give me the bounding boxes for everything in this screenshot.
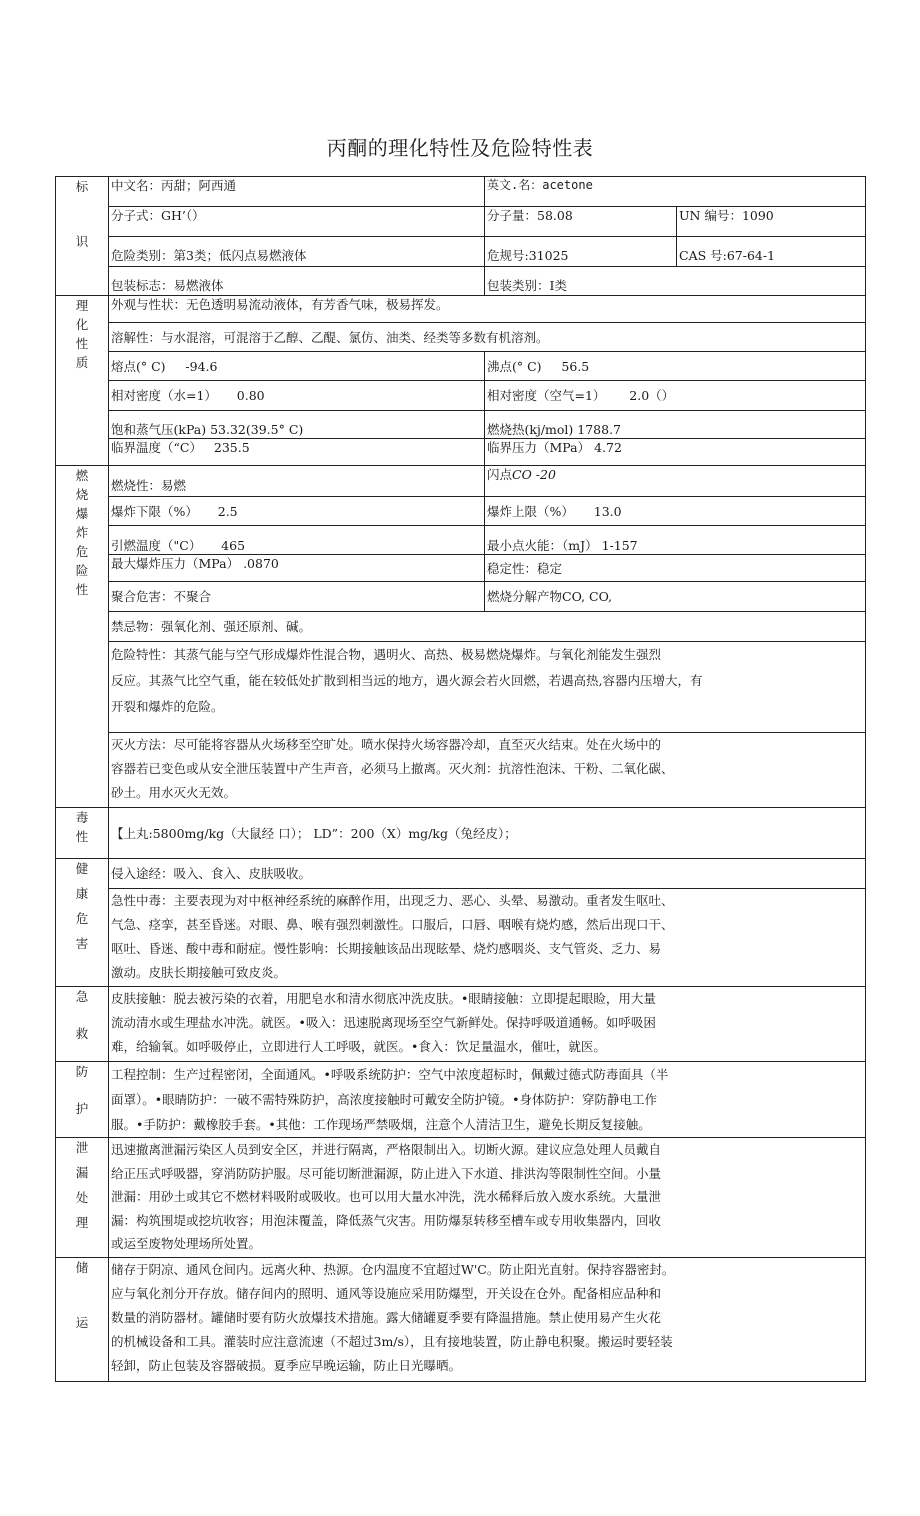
table-row [56, 582, 866, 612]
storage-transport-cell [109, 1258, 866, 1382]
flash-point-label: 闪点 [487, 467, 513, 482]
text-line: 轻卸，防止包装及容器破损。夏季应早晚运输，防止日光曝晒。 [111, 1358, 462, 1373]
table-row [56, 642, 866, 733]
density-water-cell: 相对密度（水=1） 0.80 [109, 381, 485, 411]
section-label-protection: 防 护 [56, 1062, 109, 1138]
flash-point-value: CO -20 [512, 467, 556, 482]
table-row [56, 466, 866, 497]
table-row [56, 497, 866, 526]
text-line: 工程控制：生产过程密闭，全面通风。•呼吸系统防护：空气中浓度超标时，佩戴过德式防毒面具（半 [111, 1067, 669, 1082]
table-row [56, 859, 866, 889]
table-row [56, 1258, 866, 1382]
combustion-heat-cell: 燃烧热(kj/mol) 1788.7 [485, 411, 866, 439]
text-line: 面罩）。•眼睛防护：一破不需特殊防护，高浓度接触时可戴安全防护镜。•身体防护：穿防静电工作 [111, 1092, 657, 1107]
table-row [56, 439, 866, 466]
stability-cell: 稳定性：稳定 [485, 555, 866, 582]
msds-table [55, 176, 866, 1382]
melting-point-cell: 熔点(° C) -94.6 [109, 352, 485, 381]
text-line: 漏：构筑围堤或挖坑收容；用泡沫覆盖，降低蒸气灾害。用防爆泵转移至槽车或专用收集器内，回收 [111, 1212, 662, 1228]
text-line: 容器若已变色或从安全泄压装置中产生声音，必须马上撤离。灭火剂：抗溶性泡沫、干粉、二氧化碳、 [111, 761, 674, 776]
polymerization-cell: 聚合危害：不聚合 [109, 582, 485, 612]
reg-no-cell: 危规号:31025 [485, 237, 677, 267]
lel-cell: 爆炸下限（%） 2.5 [109, 497, 485, 526]
min-ignition-energy-cell: 最小点火能：（mJ） 1-157 [485, 526, 866, 555]
text-line: 的机械设备和工具。灌装时应注意流速（不超过3m/s），且有接地装置，防止静电积聚。搬运时要轻装 [111, 1334, 673, 1349]
en-name-cell: 英文.名：acetone [485, 177, 866, 207]
text-line: 数量的消防器材。罐储时要有防火放爆技术措施。露大储罐夏季要有降温措施。禁止使用易产生火花 [111, 1310, 662, 1325]
text-line: 服。•手防护：戴橡胶手套。•其他：工作现场严禁吸烟，注意个人清洁卫生，避免长期反复接触。 [111, 1117, 651, 1132]
pack-class-cell: 包装类别：I类 [485, 267, 866, 296]
uel-cell: 爆炸上限（%） 13.0 [485, 497, 866, 526]
table-row [56, 207, 866, 237]
solubility-cell: 溶解性：与水混溶，可混溶于乙醇、乙醍、氯仿、油类、经类等多数有机溶剂。 [109, 323, 866, 352]
appearance-cell: 外观与性状：无色透明易流动液体，有芳香气味，极易挥发。 [109, 296, 866, 323]
text-line: 激动。皮肤长期接触可致皮炎。 [111, 965, 287, 980]
decomposition-cell: 燃烧分解产物CO, CO, [485, 582, 866, 612]
section-label-identification: 标 识 [56, 177, 109, 296]
section-label-physchem: 理 化 性 质 [56, 296, 109, 466]
table-row [56, 381, 866, 411]
section-label-storage: 储 运 [56, 1258, 109, 1382]
text-line: 或运至废物处理场所处置。 [111, 1236, 262, 1251]
table-row [56, 267, 866, 296]
density-air-cell: 相对密度（空气=1） 2.0（） [485, 381, 866, 411]
text-line: 流动清水或生理盐水冲洗。就医。•吸入：迅速脱离现场至空气新鲜处。保持呼吸道通畅。如呼吸困 [111, 1015, 656, 1030]
table-row [56, 555, 866, 582]
critical-pressure-cell: 临界压力（MPa） 4.72 [485, 439, 866, 466]
text-line: 难，给输氧。如呼吸停止，立即进行人工呼吸，就医。•食入：饮足量温水，催吐，就医。 [111, 1039, 606, 1054]
text-line: 应与氧化剂分开存放。储存间内的照明、通风等设施应采用防爆型，开关设在仓外。配备相应品种和 [111, 1286, 662, 1301]
text-line: 急性中毒：主要表现为对中枢神经系统的麻醉作用，出现乏力、恶心、头晕、易激动。重者发生呕吐、 [111, 893, 674, 908]
page-title: 丙酮的理化特性及危险特性表 [326, 136, 594, 160]
text-line: 储存于阴凉、通风仓间内。远离火种、热源。仓内温度不宜超过W'C。防止阳光直射。保持容器密封。 [111, 1262, 675, 1277]
table-row [56, 323, 866, 352]
table-row [56, 296, 866, 323]
text-line: 开裂和爆炸的危险。 [111, 699, 224, 714]
section-label-toxicity: 毒 性 [56, 808, 109, 859]
protection-cell [109, 1062, 866, 1138]
ignition-temp-cell: 引燃温度（"C） 465 [109, 526, 485, 555]
table-row [56, 987, 866, 1062]
table-row [56, 889, 866, 987]
text-line: 给正压式呼吸器，穿消防防护服。尽可能切断泄漏源，防止进入下水道、排洪沟等限制性空间。小量 [111, 1165, 662, 1181]
text-line: 皮肤接触：脱去被污染的衣着，用肥皂水和清水彻底冲洗皮肤。•眼睛接触：立即提起眼睑，用大量 [111, 991, 656, 1006]
section-label-fire: 燃 烧 爆 炸 危 险 性 [56, 466, 109, 808]
table-row [56, 1138, 866, 1258]
section-label-first-aid: 急 救 [56, 987, 109, 1062]
extinguish-method-cell [109, 733, 866, 808]
text-line: 砂土。用水灭火无效。 [111, 785, 237, 800]
text-line: 迅速撤离泄漏污染区人员到安全区，并进行隔离，严格限制出入。切断火源。建议应急处理人员戴自 [111, 1142, 662, 1157]
table-row [56, 612, 866, 642]
max-explosion-pressure-cell: 最大爆炸压力（MPa） .0870 [109, 555, 485, 582]
text-line: 泄漏：用砂土或其它不燃材料吸附或吸收。也可以用大量水冲洗，洗水稀释后放入废水系统。大量泄 [111, 1189, 662, 1204]
table-row [56, 352, 866, 381]
table-row [56, 526, 866, 555]
incompatibles-cell: 禁忌物：强氧化剂、强还原剂、碱。 [109, 612, 866, 642]
section-label-leak: 泄 漏 处 理 [56, 1138, 109, 1258]
table-row [56, 237, 866, 267]
formula-cell: 分子式：GH’（） [109, 207, 485, 237]
section-label-health: 健 康 危 害 [56, 859, 109, 987]
boiling-point-cell: 沸点(° C) 56.5 [485, 352, 866, 381]
table-row [56, 733, 866, 808]
table-row [56, 1062, 866, 1138]
un-no-cell: UN 编号：1090 [677, 207, 866, 237]
entry-route-cell: 侵入途经：吸入、食入、皮肤吸收。 [109, 859, 866, 889]
text-line: 灭火方法：尽可能将容器从火场移至空旷处。喷水保持火场容器冷却，直至灭火结束。处在火场中的 [111, 737, 662, 752]
hazard-characteristics-cell [109, 642, 866, 733]
pack-mark-cell: 包装标志：易燃液体 [109, 267, 485, 296]
cas-cell: CAS 号:67-64-1 [677, 237, 866, 267]
table-row [56, 411, 866, 439]
text-line: 呕吐、昏迷、酸中毒和耐症。慢性影响：长期接触该品出现眩晕、烧灼感咽炎、支气管炎、乏力、易 [111, 941, 662, 956]
toxicity-cell: 【上丸:5800mg/kg（大鼠经 口）； LD”：200（X）mg/kg（兔经皮）； [109, 808, 866, 859]
text-line: 反应。其蒸气比空气重，能在较低处扩散到相当远的地方，遇火源会若火回燃，若遇高热,容器内压增大，有 [111, 673, 703, 688]
text-line: 危险特性：其蒸气能与空气形成爆炸性混合物，遇明火、高热、极易燃烧爆炸。与氧化剂能发生强烈 [111, 647, 662, 662]
hazard-class-cell: 危险类别：第3类；低闪点易燃液体 [109, 237, 485, 267]
table-row [56, 808, 866, 859]
mol-weight-cell: 分子量：58.08 [485, 207, 677, 237]
table-row [56, 177, 866, 207]
acute-poisoning-cell [109, 889, 866, 987]
first-aid-cell [109, 987, 866, 1062]
flash-point-cell [485, 466, 866, 497]
text-line: 气急、痉挛，甚至昏迷。对眼、鼻、喉有强烈刺激性。口服后，口唇、咽喉有烧灼感，然后出现口干、 [111, 917, 674, 932]
leak-handling-cell [109, 1138, 866, 1258]
critical-temp-cell: 临界温度（“C） 235.5 [109, 439, 485, 466]
vapor-pressure-cell: 饱和蒸气压(kPa) 53.32(39.5° C) [109, 411, 485, 439]
flammability-cell: 燃烧性：易燃 [109, 466, 485, 497]
cn-name-cell: 中文名：丙甜；阿西通 [109, 177, 485, 207]
